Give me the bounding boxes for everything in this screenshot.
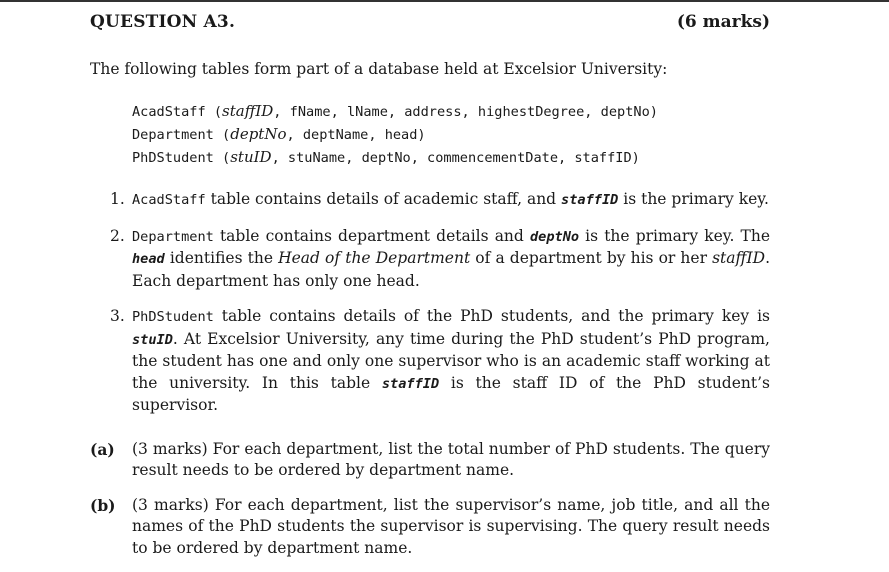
part-b-text: (3 marks) For each department, list the supervisor’s name, job title, and all the names of the PhD students the supervisor is supervising. The query result needs to be ordered by department name.	[132, 495, 770, 557]
schema-line-phdstudent: PhDStudent (stuID, stuName, deptNo, commencementDate, staffID)	[132, 148, 640, 166]
part-a-text: (3 marks) For each department, list the total number of PhD students. The query result needs to be ordered by department name.	[132, 439, 770, 479]
schema-line-department: Department (deptNo, deptName, head)	[132, 125, 426, 143]
question-title: QUESTION A3.	[90, 12, 236, 32]
note-item-3: 3. PhDStudent table contains details of the PhD students, and the primary key is stuID. At Excelsior University, any time during the PhD student’s PhD program, the student has one and only one supervisor who is an academic staff working at the university. In this table staffID is the staff ID of the PhD student’s supervisor.	[110, 307, 770, 414]
part-a-label: (a)	[90, 439, 115, 459]
part-a	[90, 439, 770, 482]
note-item-1: 1. AcadStaff table contains details of academic staff, and staffID is the primary key.	[110, 190, 769, 208]
intro-text: The following tables form part of a database held at Excelsior University:	[90, 60, 668, 78]
schema-line-acadstaff: AcadStaff (staffID, fName, lName, address, highestDegree, deptNo)	[132, 102, 658, 120]
part-b-label: (b)	[90, 495, 116, 515]
top-rule	[0, 0, 889, 2]
question-parts	[90, 439, 770, 560]
schema-block	[132, 100, 770, 169]
part-b	[90, 495, 770, 560]
notes-list	[90, 189, 770, 417]
note-item-2: 2. Department table contains department details and deptNo is the primary key. The head identifies the Head of the Department of a department by his or her staffID. Each department has only one head.	[110, 226, 770, 290]
question-page	[90, 12, 770, 572]
question-marks: (6 marks)	[676, 12, 770, 32]
question-header	[90, 12, 770, 38]
